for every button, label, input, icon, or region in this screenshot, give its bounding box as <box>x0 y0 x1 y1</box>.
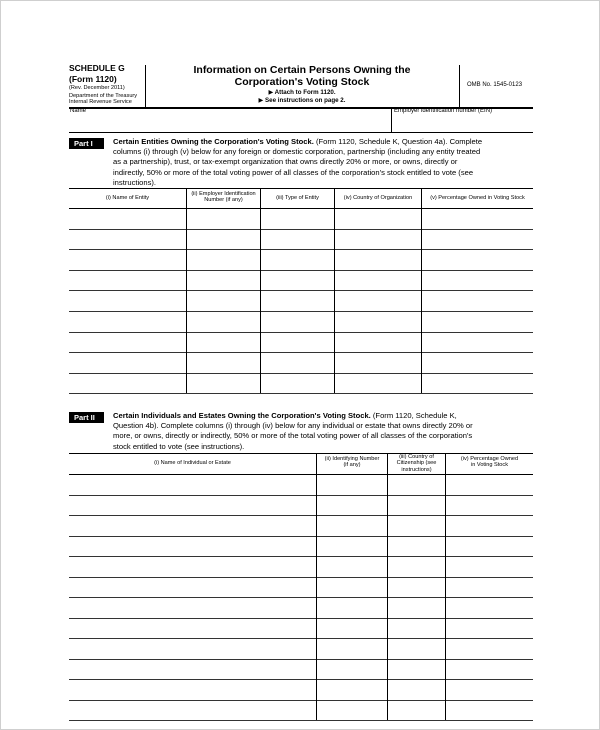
part1-cell[interactable] <box>336 375 419 392</box>
part2-cell[interactable] <box>318 661 385 678</box>
part2-cell[interactable] <box>71 517 314 534</box>
part2-col-country-line3: instructions) <box>401 466 432 473</box>
part2-cell[interactable] <box>71 702 314 719</box>
part2-cell[interactable] <box>389 558 443 575</box>
table-row <box>69 352 533 353</box>
part1-col-type: (iii) Type of Entity <box>276 195 319 201</box>
part1-heading: Certain Entities Owning the Corporation's Voting Stock. <box>113 137 314 146</box>
table-row <box>69 229 533 230</box>
instructions-note: ▶ See instructions on page 2. <box>258 97 346 104</box>
part2-cell[interactable] <box>447 681 531 698</box>
part1-line-2: columns (i) through (v) below for any foreign or domestic corporation, partnership (including any entity treated <box>113 147 481 157</box>
table-row <box>69 638 533 639</box>
part1-cell[interactable] <box>336 231 419 248</box>
part2-line-1 <box>113 411 533 421</box>
part2-cell[interactable] <box>318 497 385 514</box>
part2-cell[interactable] <box>71 661 314 678</box>
part2-line-4: stock entitled to vote (see instructions). <box>113 441 245 451</box>
part1-cell[interactable] <box>423 292 531 309</box>
part2-col-name: (i) Name of Individual or Estate <box>154 460 231 466</box>
part1-description <box>113 137 533 188</box>
part2-cell[interactable] <box>71 579 314 596</box>
part2-line-1-text: (Form 1120, Schedule K, <box>372 411 457 420</box>
part1-cell[interactable] <box>423 375 531 392</box>
department-name: Department of the Treasury <box>69 93 138 99</box>
part1-cell[interactable] <box>188 210 258 227</box>
part2-cell[interactable] <box>318 579 385 596</box>
part2-cell[interactable] <box>447 558 531 575</box>
schedule-name: SCHEDULE G <box>69 63 125 73</box>
part2-cell[interactable] <box>389 599 443 616</box>
part2-cell[interactable] <box>318 640 385 657</box>
table-row <box>69 720 533 721</box>
title-line-2: Corporation's Voting Stock <box>234 76 370 88</box>
table-row <box>69 495 533 496</box>
part1-cell[interactable] <box>262 251 332 268</box>
part1-column-divider <box>421 188 422 393</box>
part1-cell[interactable] <box>423 313 531 330</box>
part2-col-country-line2: Citizenship (see <box>396 460 437 467</box>
part1-col-percentage: (v) Percentage Owned in Voting Stock <box>430 195 525 201</box>
part1-cell[interactable] <box>188 313 258 330</box>
ein-divider <box>391 107 392 132</box>
part1-cell[interactable] <box>423 210 531 227</box>
table-row <box>69 536 533 537</box>
title-line-1: Information on Certain Persons Owning the <box>193 64 411 76</box>
part1-line-5: instructions). <box>113 177 157 187</box>
header-divider-left <box>145 65 146 107</box>
part1-col-name-entity: (i) Name of Entity <box>105 195 150 201</box>
part2-line-3: more, or owns, directly or indirectly, 50% or more of the total voting power of all classes of the corporation's <box>113 431 473 441</box>
part1-cell[interactable] <box>71 334 184 351</box>
part1-cell[interactable] <box>336 292 419 309</box>
part2-col-country <box>388 454 445 473</box>
table-row <box>69 618 533 619</box>
part1-cell[interactable] <box>71 375 184 392</box>
ein-field[interactable] <box>394 116 532 130</box>
part2-column-divider <box>445 453 446 720</box>
name-row-rule <box>69 132 533 133</box>
omb-number: OMB No. 1545-0123 <box>467 82 523 88</box>
name-label: Name <box>70 108 87 114</box>
form-title <box>149 64 455 88</box>
part1-cell[interactable] <box>71 231 184 248</box>
part1-header-rule <box>69 208 533 209</box>
part1-cell[interactable] <box>423 354 531 371</box>
part2-cell[interactable] <box>71 640 314 657</box>
part2-cell[interactable] <box>447 702 531 719</box>
ein-label: Employer identification number (EIN) <box>394 108 493 114</box>
part2-cell[interactable] <box>389 538 443 555</box>
part2-cell[interactable] <box>318 517 385 534</box>
part2-cell[interactable] <box>447 579 531 596</box>
table-row <box>69 393 533 394</box>
part2-cell[interactable] <box>447 599 531 616</box>
part2-cell[interactable] <box>447 661 531 678</box>
part1-cell[interactable] <box>71 354 184 371</box>
part2-cell[interactable] <box>447 476 531 493</box>
part2-cell[interactable] <box>318 476 385 493</box>
table-row <box>69 556 533 557</box>
part2-cell[interactable] <box>71 558 314 575</box>
part2-cell[interactable] <box>318 599 385 616</box>
attach-note: ▶ Attach to Form 1120. <box>268 89 336 96</box>
part1-cell[interactable] <box>188 272 258 289</box>
part1-cell[interactable] <box>423 272 531 289</box>
header-divider-right <box>459 65 460 107</box>
part2-cell[interactable] <box>389 579 443 596</box>
table-row <box>69 290 533 291</box>
part2-cell[interactable] <box>71 620 314 637</box>
table-row <box>69 577 533 578</box>
part2-cell[interactable] <box>389 497 443 514</box>
part1-cell[interactable] <box>71 292 184 309</box>
part1-cell[interactable] <box>336 210 419 227</box>
part1-cell[interactable] <box>188 375 258 392</box>
form-instructions <box>149 89 455 105</box>
name-field[interactable] <box>71 116 387 130</box>
part1-cell[interactable] <box>262 334 332 351</box>
part1-cell[interactable] <box>262 272 332 289</box>
part1-cell[interactable] <box>336 272 419 289</box>
part2-col-percentage-line2: in Voting Stock <box>470 462 508 469</box>
part2-description <box>113 411 533 452</box>
table-row <box>69 597 533 598</box>
part1-cell[interactable] <box>262 292 332 309</box>
part2-cell[interactable] <box>389 517 443 534</box>
table-row <box>69 332 533 333</box>
part1-cell[interactable] <box>188 354 258 371</box>
table-row <box>69 270 533 271</box>
part2-cell[interactable] <box>389 476 443 493</box>
part2-cell[interactable] <box>447 620 531 637</box>
part1-cell[interactable] <box>188 231 258 248</box>
form-number: (Form 1120) <box>69 74 117 84</box>
part1-cell[interactable] <box>423 231 531 248</box>
agency <box>69 93 137 106</box>
part1-table-top <box>69 188 533 189</box>
part1-col-country: (iv) Country of Organization <box>343 195 413 201</box>
part1-col-ein-line2: Number (if any) <box>204 197 243 204</box>
table-row <box>69 311 533 312</box>
part2-cell[interactable] <box>318 702 385 719</box>
part2-col-percentage-line1: (iv) Percentage Owned <box>460 456 519 462</box>
part2-col-id <box>317 456 387 469</box>
part1-cell[interactable] <box>262 375 332 392</box>
table-row <box>69 700 533 701</box>
part2-cell[interactable] <box>318 620 385 637</box>
part2-cell[interactable] <box>447 538 531 555</box>
part2-cell[interactable] <box>389 640 443 657</box>
part1-cell[interactable] <box>71 313 184 330</box>
table-row <box>69 659 533 660</box>
part2-cell[interactable] <box>71 599 314 616</box>
part1-cell[interactable] <box>262 210 332 227</box>
part1-cell[interactable] <box>188 292 258 309</box>
part1-cell[interactable] <box>423 251 531 268</box>
part2-cell[interactable] <box>318 558 385 575</box>
part1-cell[interactable] <box>336 313 419 330</box>
part1-cell[interactable] <box>188 251 258 268</box>
part1-cell[interactable] <box>71 272 184 289</box>
part2-col-percentage <box>446 456 533 469</box>
part2-cell[interactable] <box>447 517 531 534</box>
part1-line-4: indirectly, 50% or more of the total voting power of all classes of the corporation's stock entitled to vote (see <box>113 167 474 177</box>
part2-cell[interactable] <box>71 538 314 555</box>
schedule-id <box>69 63 125 85</box>
part1-cell[interactable] <box>336 354 419 371</box>
part2-line-2: Question 4b). Complete columns (i) through (iv) below for any individual or estate that owns directly 20% or <box>113 421 473 431</box>
part2-col-id-line1: (ii) Identifying Number <box>324 456 380 462</box>
part1-cell[interactable] <box>188 334 258 351</box>
part1-column-divider <box>334 188 335 393</box>
part2-cell[interactable] <box>389 681 443 698</box>
part2-cell[interactable] <box>71 497 314 514</box>
part2-table-top <box>69 453 533 454</box>
part1-cell[interactable] <box>336 334 419 351</box>
part1-line-1-text: (Form 1120, Schedule K, Question 4a). Complete <box>315 137 483 146</box>
part1-line-3: as a partnership), trust, or tax-exempt organization that owns directly 20% or more, or owns, directly or <box>113 157 458 167</box>
part2-cell[interactable] <box>447 497 531 514</box>
part2-cell[interactable] <box>71 476 314 493</box>
part1-col-ein <box>187 191 260 204</box>
part1-col-ein-line1: (ii) Employer Identification <box>191 191 256 197</box>
revision-date: (Rev. December 2011) <box>69 85 125 91</box>
part2-column-divider <box>387 453 388 720</box>
table-row <box>69 679 533 680</box>
part2-col-country-line1: (iii) Country of <box>399 454 434 460</box>
part1-line-1 <box>113 137 533 147</box>
table-row <box>69 373 533 374</box>
part1-cell[interactable] <box>423 334 531 351</box>
table-row <box>69 515 533 516</box>
part2-cell[interactable] <box>71 681 314 698</box>
part2-label: Part II <box>69 412 104 423</box>
part2-header-rule <box>69 474 533 475</box>
service-name: Internal Revenue Service <box>69 99 132 106</box>
part1-cell[interactable] <box>262 313 332 330</box>
part1-column-divider <box>186 188 187 393</box>
part2-cell[interactable] <box>389 661 443 678</box>
part1-cell[interactable] <box>262 354 332 371</box>
part1-label: Part I <box>69 138 104 149</box>
part2-cell[interactable] <box>318 538 385 555</box>
part1-column-divider <box>260 188 261 393</box>
part1-cell[interactable] <box>71 210 184 227</box>
part2-col-id-line2: (if any) <box>343 462 361 469</box>
table-row <box>69 249 533 250</box>
part2-cell[interactable] <box>318 681 385 698</box>
part1-cell[interactable] <box>262 231 332 248</box>
part1-cell[interactable] <box>71 251 184 268</box>
part2-cell[interactable] <box>389 620 443 637</box>
part2-cell[interactable] <box>447 640 531 657</box>
part1-cell[interactable] <box>336 251 419 268</box>
part2-column-divider <box>316 453 317 720</box>
part2-cell[interactable] <box>389 702 443 719</box>
part2-heading: Certain Individuals and Estates Owning the Corporation's Voting Stock. <box>113 411 371 420</box>
